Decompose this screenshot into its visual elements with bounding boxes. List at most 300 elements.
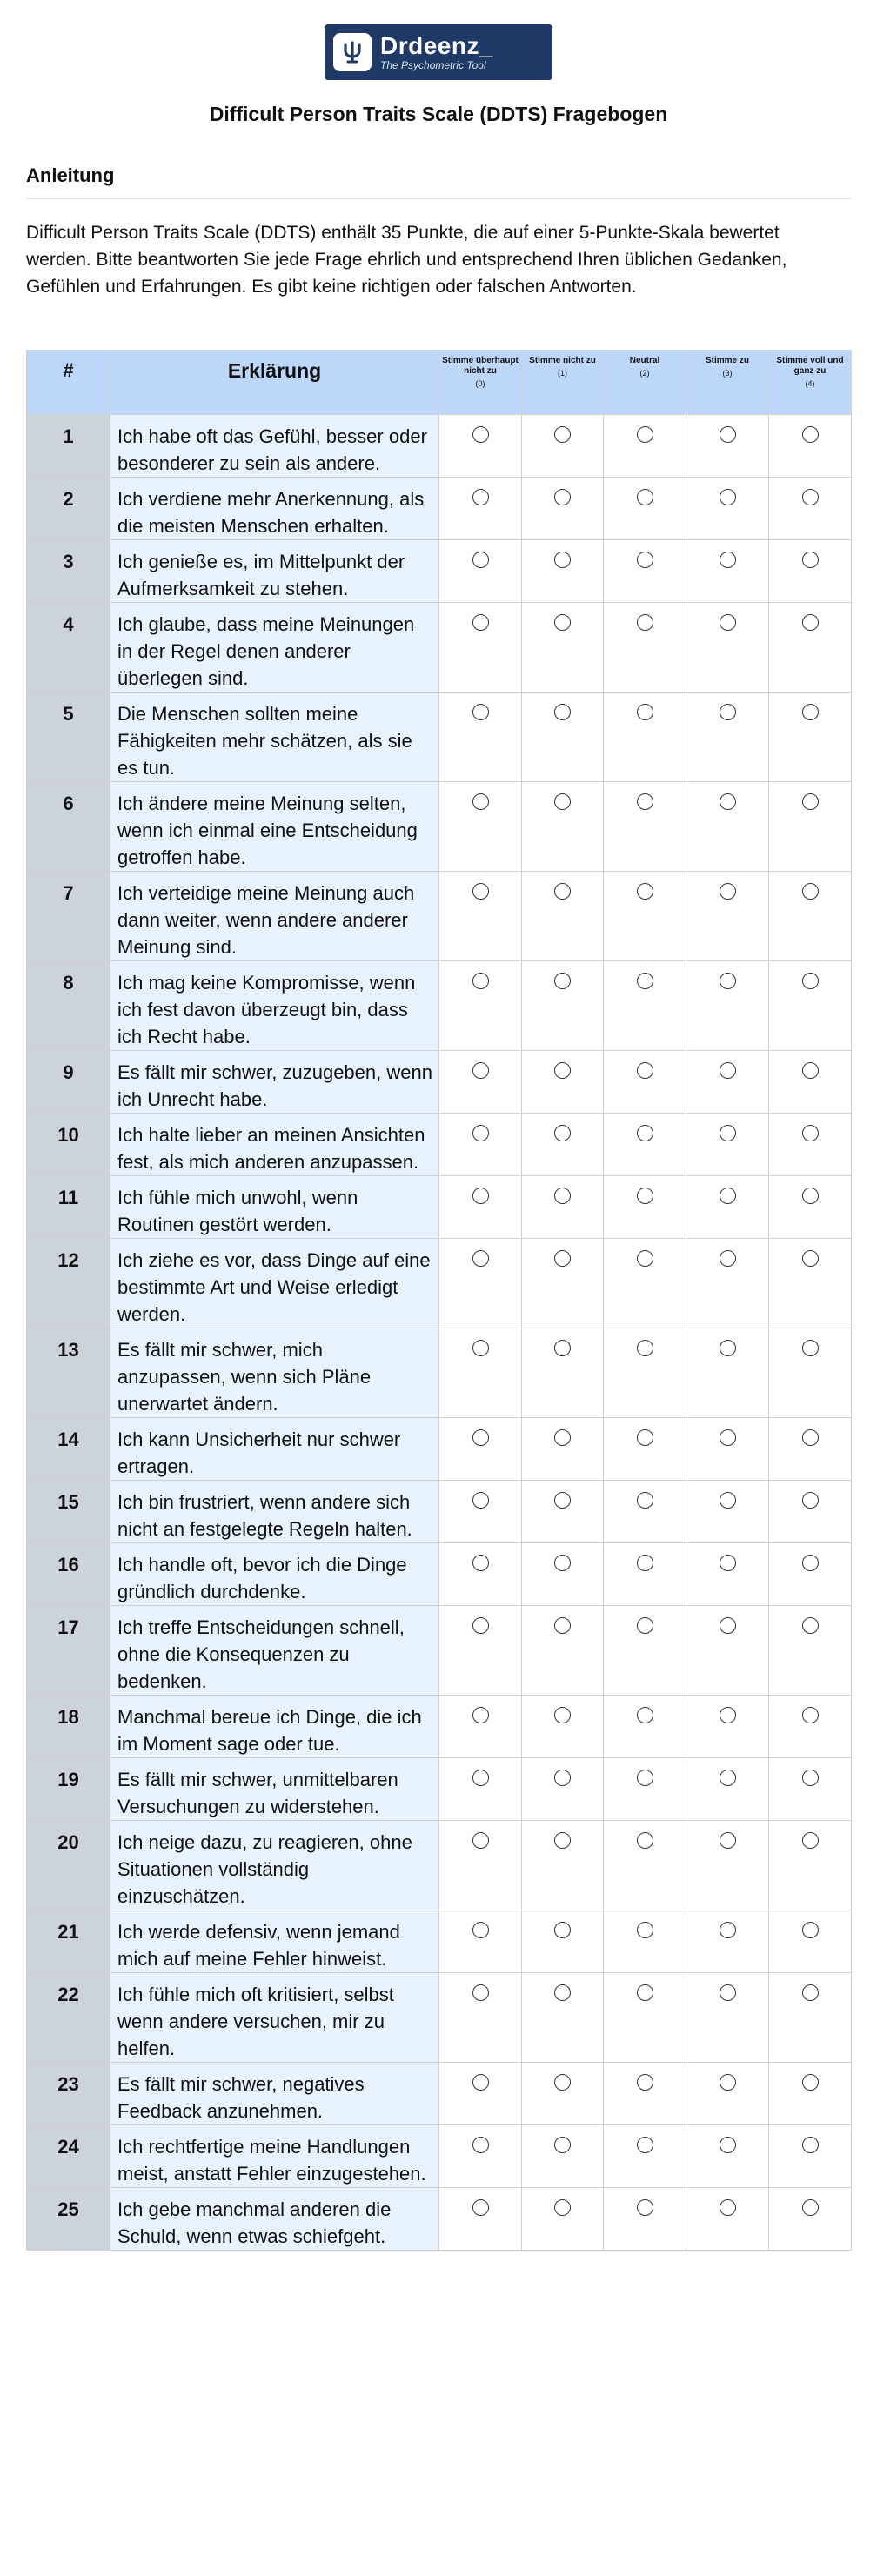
brand-logo xyxy=(325,24,552,80)
answer-radio-4[interactable] xyxy=(802,973,819,989)
table-row xyxy=(27,1328,852,1418)
answer-cell xyxy=(522,2188,604,2251)
answer-radio-1[interactable] xyxy=(554,426,571,443)
answer-radio-0[interactable] xyxy=(472,1984,489,2001)
answer-radio-3[interactable] xyxy=(720,2074,736,2091)
table-row xyxy=(27,1239,852,1328)
answer-radio-1[interactable] xyxy=(554,1832,571,1849)
answer-radio-0[interactable] xyxy=(472,973,489,989)
answer-radio-0[interactable] xyxy=(472,2199,489,2216)
answer-radio-0[interactable] xyxy=(472,426,489,443)
answer-radio-3[interactable] xyxy=(720,614,736,631)
answer-radio-0[interactable] xyxy=(472,1707,489,1723)
answer-cell xyxy=(686,2125,769,2188)
item-statement: Ich gebe manchmal anderen die Schuld, wenn etwas schiefgeht. xyxy=(110,2188,439,2251)
answer-cell xyxy=(604,2125,686,2188)
answer-cell xyxy=(769,1821,852,1910)
answer-cell xyxy=(522,1606,604,1696)
answer-radio-1[interactable] xyxy=(554,489,571,505)
table-row xyxy=(27,1910,852,1973)
answer-cell xyxy=(439,1543,522,1606)
answer-radio-0[interactable] xyxy=(472,1340,489,1356)
item-statement: Es fällt mir schwer, negatives Feedback anzunehmen. xyxy=(110,2063,439,2125)
answer-radio-2[interactable] xyxy=(637,793,653,810)
table-row xyxy=(27,2063,852,2125)
answer-cell xyxy=(686,1543,769,1606)
answer-cell xyxy=(439,1418,522,1481)
option-label: Neutral xyxy=(629,356,660,365)
answer-radio-0[interactable] xyxy=(472,552,489,568)
answer-cell xyxy=(439,415,522,478)
answer-cell xyxy=(522,2063,604,2125)
answer-radio-4[interactable] xyxy=(802,1555,819,1571)
answer-cell xyxy=(686,1176,769,1239)
item-statement: Ich werde defensiv, wenn jemand mich auf meine Fehler hinweist. xyxy=(110,1910,439,1973)
item-statement: Ich genieße es, im Mittelpunkt der Aufmerksamkeit zu stehen. xyxy=(110,540,439,603)
item-number: 14 xyxy=(27,1418,110,1481)
answer-radio-1[interactable] xyxy=(554,1922,571,1938)
answer-radio-4[interactable] xyxy=(802,2074,819,2091)
answer-cell xyxy=(769,872,852,961)
answer-radio-0[interactable] xyxy=(472,1062,489,1079)
item-number: 22 xyxy=(27,1973,110,2063)
answer-cell xyxy=(604,1821,686,1910)
answer-cell xyxy=(439,1758,522,1821)
answer-cell xyxy=(686,1481,769,1543)
table-row xyxy=(27,872,852,961)
answer-radio-1[interactable] xyxy=(554,1062,571,1079)
answer-cell xyxy=(769,693,852,782)
answer-radio-2[interactable] xyxy=(637,2137,653,2153)
answer-radio-2[interactable] xyxy=(637,2074,653,2091)
answer-radio-2[interactable] xyxy=(637,426,653,443)
table-row xyxy=(27,961,852,1051)
logo-container xyxy=(0,24,877,80)
answer-radio-2[interactable] xyxy=(637,1429,653,1446)
answer-cell xyxy=(439,1606,522,1696)
answer-cell xyxy=(439,1176,522,1239)
answer-radio-2[interactable] xyxy=(637,489,653,505)
answer-cell xyxy=(769,1176,852,1239)
answer-radio-4[interactable] xyxy=(802,2137,819,2153)
answer-cell xyxy=(439,1696,522,1758)
option-label: Stimme zu xyxy=(705,356,749,365)
answer-radio-0[interactable] xyxy=(472,793,489,810)
table-row xyxy=(27,2188,852,2251)
item-number: 5 xyxy=(27,693,110,782)
item-number: 1 xyxy=(27,415,110,478)
item-statement: Ich treffe Entscheidungen schnell, ohne die Konsequenzen zu bedenken. xyxy=(110,1606,439,1696)
answer-radio-1[interactable] xyxy=(554,614,571,631)
answer-radio-1[interactable] xyxy=(554,1555,571,1571)
answer-cell xyxy=(686,2063,769,2125)
option-value: (2) xyxy=(639,369,650,378)
option-label: Stimme überhaupt nicht zu xyxy=(442,356,519,376)
answer-radio-0[interactable] xyxy=(472,1617,489,1634)
table-row xyxy=(27,540,852,603)
answer-radio-2[interactable] xyxy=(637,1984,653,2001)
answer-radio-0[interactable] xyxy=(472,1429,489,1446)
answer-cell xyxy=(439,782,522,872)
answer-cell xyxy=(604,1176,686,1239)
answer-radio-0[interactable] xyxy=(472,1555,489,1571)
item-statement: Ich verteidige meine Meinung auch dann weiter, wenn andere anderer Meinung sind. xyxy=(110,872,439,961)
answer-radio-3[interactable] xyxy=(720,793,736,810)
answer-radio-1[interactable] xyxy=(554,1250,571,1267)
answer-cell xyxy=(522,1481,604,1543)
item-statement: Ich habe oft das Gefühl, besser oder besonderer zu sein als andere. xyxy=(110,415,439,478)
answer-cell xyxy=(686,1910,769,1973)
answer-radio-4[interactable] xyxy=(802,552,819,568)
answer-radio-3[interactable] xyxy=(720,1707,736,1723)
header-number: # xyxy=(27,351,110,415)
answer-radio-3[interactable] xyxy=(720,1555,736,1571)
answer-radio-2[interactable] xyxy=(637,1340,653,1356)
answer-cell xyxy=(522,1973,604,2063)
answer-cell xyxy=(769,1114,852,1176)
answer-cell xyxy=(769,1418,852,1481)
answer-cell xyxy=(604,1114,686,1176)
answer-cell xyxy=(604,782,686,872)
item-statement: Ich halte lieber an meinen Ansichten fest, als mich anderen anzupassen. xyxy=(110,1114,439,1176)
answer-radio-4[interactable] xyxy=(802,1188,819,1204)
item-number: 9 xyxy=(27,1051,110,1114)
answer-cell xyxy=(769,603,852,693)
answer-radio-3[interactable] xyxy=(720,426,736,443)
item-statement: Es fällt mir schwer, zuzugeben, wenn ich Unrecht habe. xyxy=(110,1051,439,1114)
answer-cell xyxy=(604,1481,686,1543)
answer-radio-4[interactable] xyxy=(802,1617,819,1634)
answer-cell xyxy=(686,540,769,603)
option-value: (0) xyxy=(475,379,485,388)
item-number: 20 xyxy=(27,1821,110,1910)
answer-radio-2[interactable] xyxy=(637,1832,653,1849)
answer-radio-2[interactable] xyxy=(637,1250,653,1267)
psi-icon xyxy=(333,33,372,71)
item-number: 19 xyxy=(27,1758,110,1821)
option-label: Stimme voll und ganz zu xyxy=(776,356,844,376)
answer-cell xyxy=(604,2063,686,2125)
answer-radio-0[interactable] xyxy=(472,1125,489,1141)
answer-radio-3[interactable] xyxy=(720,1492,736,1509)
answer-radio-4[interactable] xyxy=(802,704,819,720)
item-number: 16 xyxy=(27,1543,110,1606)
answer-cell xyxy=(686,1328,769,1418)
item-number: 21 xyxy=(27,1910,110,1973)
option-value: (1) xyxy=(558,369,567,378)
table-row xyxy=(27,1418,852,1481)
answer-radio-1[interactable] xyxy=(554,793,571,810)
answer-cell xyxy=(522,603,604,693)
answer-radio-3[interactable] xyxy=(720,1429,736,1446)
item-number: 8 xyxy=(27,961,110,1051)
header-option-3 xyxy=(686,351,769,415)
answer-cell xyxy=(522,782,604,872)
answer-radio-2[interactable] xyxy=(637,1922,653,1938)
answer-radio-3[interactable] xyxy=(720,552,736,568)
answer-cell xyxy=(686,1239,769,1328)
answer-cell xyxy=(686,2188,769,2251)
answer-cell xyxy=(604,1910,686,1973)
answer-radio-4[interactable] xyxy=(802,1707,819,1723)
answer-radio-0[interactable] xyxy=(472,614,489,631)
answer-cell xyxy=(686,1418,769,1481)
item-number: 11 xyxy=(27,1176,110,1239)
item-statement: Ich fühle mich unwohl, wenn Routinen gestört werden. xyxy=(110,1176,439,1239)
answer-radio-3[interactable] xyxy=(720,2137,736,2153)
answer-radio-1[interactable] xyxy=(554,1617,571,1634)
answer-radio-1[interactable] xyxy=(554,1340,571,1356)
answer-radio-0[interactable] xyxy=(472,704,489,720)
table-row xyxy=(27,1758,852,1821)
answer-cell xyxy=(769,1239,852,1328)
answer-radio-4[interactable] xyxy=(802,1984,819,2001)
answer-radio-2[interactable] xyxy=(637,2199,653,2216)
item-statement: Ich rechtfertige meine Handlungen meist, anstatt Fehler einzugestehen. xyxy=(110,2125,439,2188)
answer-radio-4[interactable] xyxy=(802,426,819,443)
answer-radio-2[interactable] xyxy=(637,883,653,900)
item-statement: Ich glaube, dass meine Meinungen in der Regel denen anderer überlegen sind. xyxy=(110,603,439,693)
answer-radio-3[interactable] xyxy=(720,973,736,989)
answer-cell xyxy=(686,1696,769,1758)
answer-cell xyxy=(522,1910,604,1973)
answer-radio-4[interactable] xyxy=(802,1250,819,1267)
answer-cell xyxy=(439,1051,522,1114)
answer-radio-3[interactable] xyxy=(720,1250,736,1267)
answer-cell xyxy=(686,1051,769,1114)
answer-cell xyxy=(769,1051,852,1114)
answer-radio-1[interactable] xyxy=(554,1188,571,1204)
option-value: (3) xyxy=(722,369,733,378)
answer-radio-2[interactable] xyxy=(637,614,653,631)
answer-radio-1[interactable] xyxy=(554,1770,571,1786)
answer-cell xyxy=(522,540,604,603)
answer-cell xyxy=(604,2188,686,2251)
item-statement: Es fällt mir schwer, unmittelbaren Versuchungen zu widerstehen. xyxy=(110,1758,439,1821)
answer-cell xyxy=(686,961,769,1051)
answer-radio-1[interactable] xyxy=(554,552,571,568)
answer-radio-0[interactable] xyxy=(472,1770,489,1786)
answer-cell xyxy=(604,1543,686,1606)
item-statement: Ich handle oft, bevor ich die Dinge gründlich durchdenke. xyxy=(110,1543,439,1606)
answer-radio-4[interactable] xyxy=(802,1125,819,1141)
questionnaire-table xyxy=(26,350,852,2251)
table-row xyxy=(27,1481,852,1543)
answer-radio-0[interactable] xyxy=(472,2074,489,2091)
table-row xyxy=(27,1973,852,2063)
answer-cell xyxy=(604,540,686,603)
answer-cell xyxy=(604,1239,686,1328)
item-statement: Ich mag keine Kompromisse, wenn ich fest davon überzeugt bin, dass ich Recht habe. xyxy=(110,961,439,1051)
answer-radio-4[interactable] xyxy=(802,1922,819,1938)
item-statement: Ich neige dazu, zu reagieren, ohne Situationen vollständig einzuschätzen. xyxy=(110,1821,439,1910)
answer-cell xyxy=(522,1051,604,1114)
answer-radio-1[interactable] xyxy=(554,1707,571,1723)
answer-radio-1[interactable] xyxy=(554,973,571,989)
header-option-0 xyxy=(439,351,522,415)
answer-cell xyxy=(686,415,769,478)
header-option-2 xyxy=(604,351,686,415)
answer-radio-3[interactable] xyxy=(720,1125,736,1141)
answer-cell xyxy=(522,693,604,782)
answer-cell xyxy=(439,2188,522,2251)
table-header-row xyxy=(27,351,852,415)
answer-radio-2[interactable] xyxy=(637,1492,653,1509)
table-row xyxy=(27,478,852,540)
answer-cell xyxy=(522,1239,604,1328)
answer-radio-4[interactable] xyxy=(802,1429,819,1446)
answer-radio-0[interactable] xyxy=(472,1832,489,1849)
item-statement: Die Menschen sollten meine Fähigkeiten mehr schätzen, als sie es tun. xyxy=(110,693,439,782)
item-number: 13 xyxy=(27,1328,110,1418)
answer-radio-4[interactable] xyxy=(802,793,819,810)
item-number: 18 xyxy=(27,1696,110,1758)
answer-cell xyxy=(522,1696,604,1758)
table-row xyxy=(27,1176,852,1239)
answer-radio-3[interactable] xyxy=(720,883,736,900)
questionnaire-rows xyxy=(27,415,852,2251)
item-number: 12 xyxy=(27,1239,110,1328)
answer-radio-2[interactable] xyxy=(637,1770,653,1786)
answer-cell xyxy=(769,1910,852,1973)
answer-radio-2[interactable] xyxy=(637,1555,653,1571)
instructions-text: Difficult Person Traits Scale (DDTS) enthält 35 Punkte, die auf einer 5-Punkte-Skala bewertet werden. Bitte beantworten Sie jede Frage ehrlich und entsprechend Ihren üblichen Gedanken, Gefühlen und Erfahrungen. Es gibt keine richtigen oder falschen Antworten. xyxy=(26,223,787,297)
answer-cell xyxy=(604,1418,686,1481)
item-number: 10 xyxy=(27,1114,110,1176)
answer-cell xyxy=(604,1606,686,1696)
answer-cell xyxy=(686,478,769,540)
answer-cell xyxy=(439,1239,522,1328)
item-number: 25 xyxy=(27,2188,110,2251)
answer-radio-3[interactable] xyxy=(720,1062,736,1079)
answer-radio-3[interactable] xyxy=(720,1984,736,2001)
answer-radio-3[interactable] xyxy=(720,1340,736,1356)
option-value: (4) xyxy=(805,379,815,388)
answer-radio-1[interactable] xyxy=(554,2199,571,2216)
table-row xyxy=(27,1606,852,1696)
answer-radio-1[interactable] xyxy=(554,704,571,720)
answer-radio-0[interactable] xyxy=(472,1250,489,1267)
answer-cell xyxy=(604,478,686,540)
answer-radio-2[interactable] xyxy=(637,1617,653,1634)
answer-radio-1[interactable] xyxy=(554,1492,571,1509)
answer-cell xyxy=(522,872,604,961)
answer-cell xyxy=(439,1114,522,1176)
answer-cell xyxy=(604,1758,686,1821)
answer-radio-4[interactable] xyxy=(802,614,819,631)
answer-radio-2[interactable] xyxy=(637,704,653,720)
answer-cell xyxy=(522,1114,604,1176)
section-divider xyxy=(26,198,851,199)
answer-cell xyxy=(522,961,604,1051)
answer-cell xyxy=(769,415,852,478)
answer-radio-4[interactable] xyxy=(802,1492,819,1509)
answer-radio-4[interactable] xyxy=(802,1832,819,1849)
answer-cell xyxy=(439,1821,522,1910)
item-statement: Ich ändere meine Meinung selten, wenn ich einmal eine Entscheidung getroffen habe. xyxy=(110,782,439,872)
answer-radio-0[interactable] xyxy=(472,1492,489,1509)
item-number: 23 xyxy=(27,2063,110,2125)
answer-radio-0[interactable] xyxy=(472,1188,489,1204)
answer-radio-3[interactable] xyxy=(720,1922,736,1938)
answer-radio-1[interactable] xyxy=(554,2137,571,2153)
table-row xyxy=(27,1114,852,1176)
table-row xyxy=(27,415,852,478)
answer-cell xyxy=(769,1758,852,1821)
answer-radio-0[interactable] xyxy=(472,883,489,900)
answer-cell xyxy=(522,1418,604,1481)
answer-radio-2[interactable] xyxy=(637,552,653,568)
answer-cell xyxy=(522,1821,604,1910)
answer-radio-1[interactable] xyxy=(554,1125,571,1141)
item-number: 3 xyxy=(27,540,110,603)
answer-radio-1[interactable] xyxy=(554,2074,571,2091)
answer-radio-3[interactable] xyxy=(720,489,736,505)
answer-radio-4[interactable] xyxy=(802,489,819,505)
answer-cell xyxy=(769,1481,852,1543)
answer-radio-3[interactable] xyxy=(720,1770,736,1786)
answer-radio-3[interactable] xyxy=(720,1188,736,1204)
answer-cell xyxy=(522,478,604,540)
answer-radio-4[interactable] xyxy=(802,1062,819,1079)
item-number: 7 xyxy=(27,872,110,961)
item-number: 17 xyxy=(27,1606,110,1696)
answer-radio-3[interactable] xyxy=(720,1617,736,1634)
table-row xyxy=(27,1821,852,1910)
answer-radio-0[interactable] xyxy=(472,489,489,505)
answer-radio-3[interactable] xyxy=(720,2199,736,2216)
table-row xyxy=(27,693,852,782)
answer-radio-2[interactable] xyxy=(637,973,653,989)
answer-radio-2[interactable] xyxy=(637,1188,653,1204)
answer-radio-4[interactable] xyxy=(802,2199,819,2216)
answer-radio-4[interactable] xyxy=(802,883,819,900)
answer-cell xyxy=(769,2063,852,2125)
answer-cell xyxy=(439,603,522,693)
answer-cell xyxy=(686,693,769,782)
answer-radio-3[interactable] xyxy=(720,1832,736,1849)
answer-cell xyxy=(604,1696,686,1758)
answer-radio-1[interactable] xyxy=(554,1984,571,2001)
answer-radio-1[interactable] xyxy=(554,1429,571,1446)
answer-radio-0[interactable] xyxy=(472,2137,489,2153)
answer-cell xyxy=(686,872,769,961)
answer-cell xyxy=(439,961,522,1051)
answer-cell xyxy=(769,961,852,1051)
item-statement: Ich fühle mich oft kritisiert, selbst wenn andere versuchen, mir zu helfen. xyxy=(110,1973,439,2063)
answer-cell xyxy=(439,478,522,540)
answer-cell xyxy=(686,1758,769,1821)
answer-cell xyxy=(604,1328,686,1418)
answer-cell xyxy=(604,1051,686,1114)
answer-cell xyxy=(439,693,522,782)
answer-radio-2[interactable] xyxy=(637,1125,653,1141)
item-number: 4 xyxy=(27,603,110,693)
answer-radio-4[interactable] xyxy=(802,1770,819,1786)
answer-radio-3[interactable] xyxy=(720,704,736,720)
answer-cell xyxy=(604,961,686,1051)
item-number: 15 xyxy=(27,1481,110,1543)
logo-text xyxy=(380,33,493,71)
answer-radio-2[interactable] xyxy=(637,1062,653,1079)
logo-name: Drdeenz_ xyxy=(380,32,494,59)
answer-radio-0[interactable] xyxy=(472,1922,489,1938)
answer-cell xyxy=(522,2125,604,2188)
table-row xyxy=(27,782,852,872)
answer-radio-2[interactable] xyxy=(637,1707,653,1723)
answer-radio-4[interactable] xyxy=(802,1340,819,1356)
answer-radio-1[interactable] xyxy=(554,883,571,900)
